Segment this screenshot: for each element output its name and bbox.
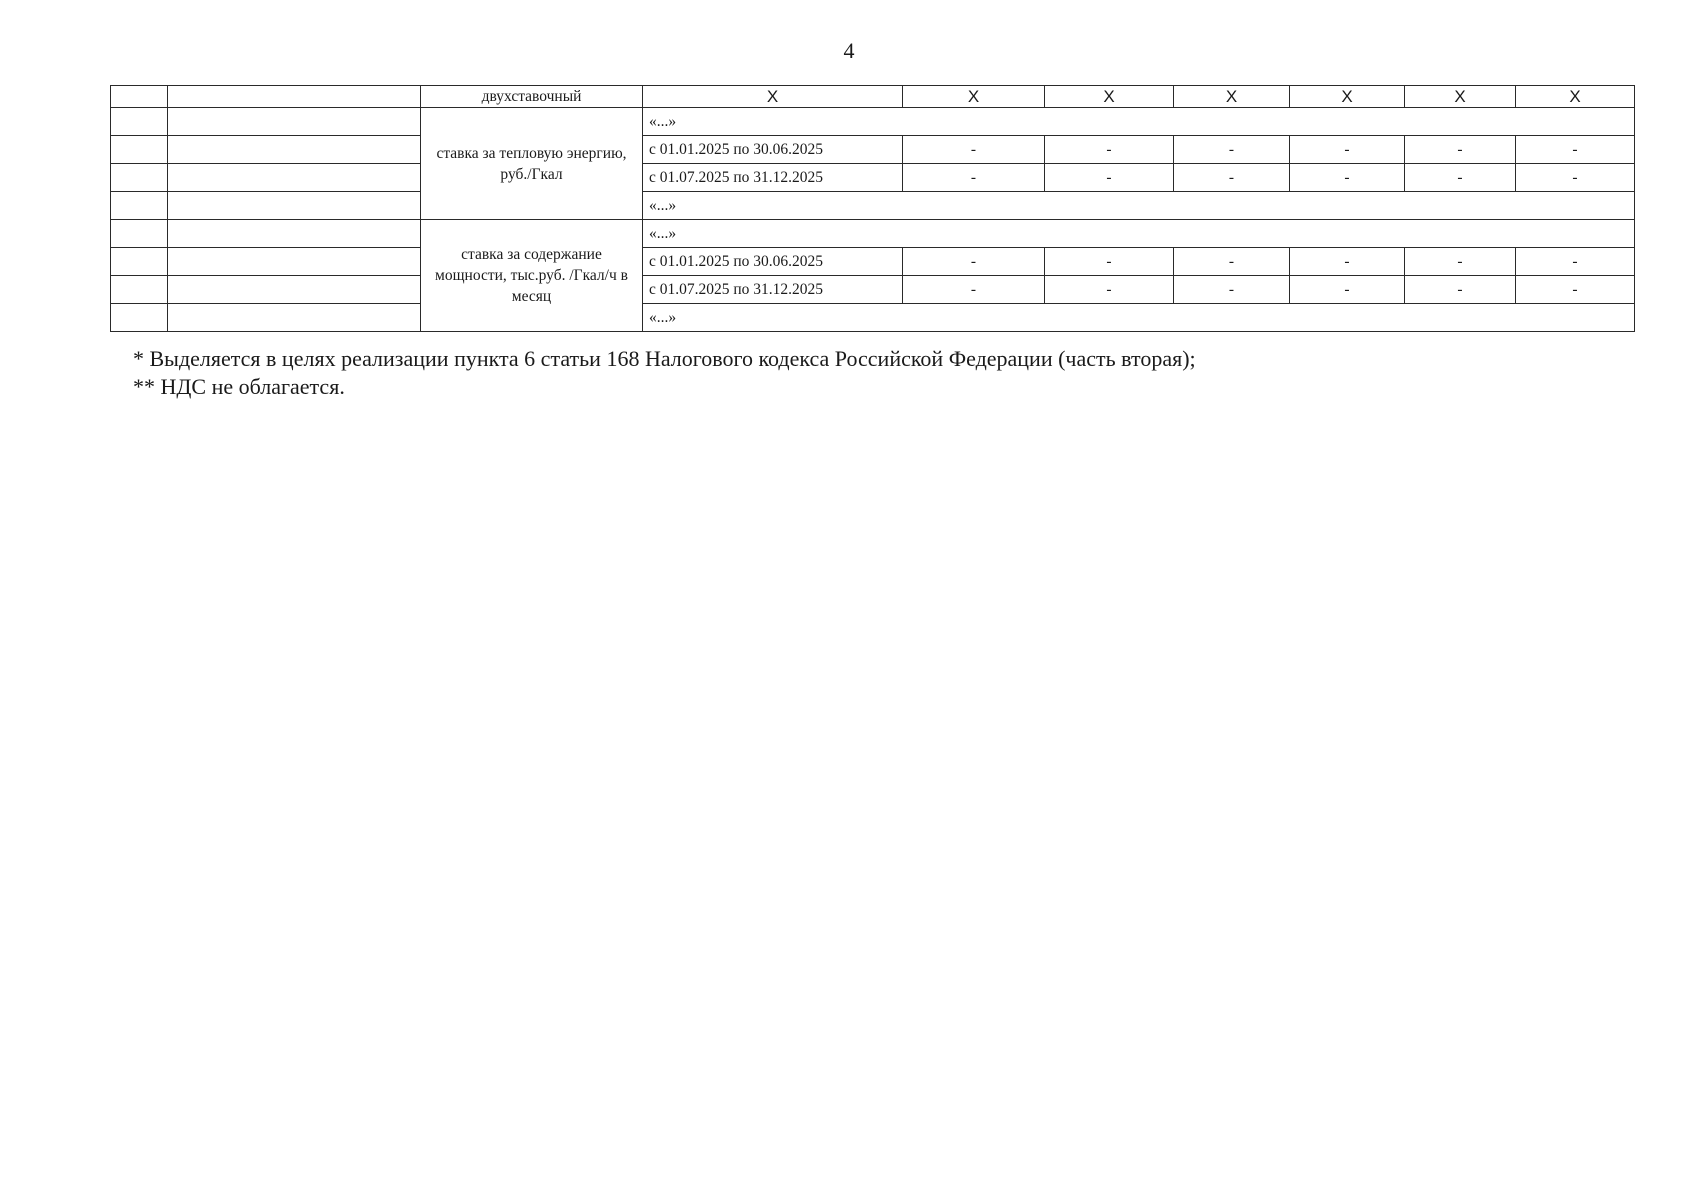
ellipsis-cell: «...» — [643, 220, 1635, 248]
table-row — [111, 192, 1635, 220]
value-cell: - — [1405, 136, 1516, 164]
table-row — [111, 164, 1635, 192]
value-cell: - — [1174, 136, 1290, 164]
page-number: 4 — [843, 38, 855, 63]
value-cell: - — [1290, 136, 1405, 164]
footnotes — [133, 345, 1196, 401]
row-number-cell — [111, 86, 168, 108]
value-cell: - — [903, 136, 1045, 164]
row-number-cell — [111, 248, 168, 276]
value-cell: - — [1045, 164, 1174, 192]
x-mark-cell: X — [1045, 86, 1174, 108]
x-mark-cell: X — [1290, 86, 1405, 108]
value-cell: - — [1290, 164, 1405, 192]
value-cell: - — [1045, 248, 1174, 276]
value-cell: - — [1405, 164, 1516, 192]
rate-label-capacity: ставка за содержание мощности, тыс.руб. /Гкал/ч в месяц — [421, 220, 643, 332]
x-mark-cell: X — [903, 86, 1045, 108]
name-cell — [168, 192, 421, 220]
name-cell — [168, 276, 421, 304]
x-mark-cell: X — [643, 86, 903, 108]
period-cell: с 01.07.2025 по 31.12.2025 — [643, 276, 903, 304]
value-cell: - — [1290, 248, 1405, 276]
value-cell: - — [1516, 136, 1635, 164]
period-cell: с 01.01.2025 по 30.06.2025 — [643, 136, 903, 164]
name-cell — [168, 136, 421, 164]
x-mark-cell: X — [1405, 86, 1516, 108]
table-row — [111, 220, 1635, 248]
value-cell: - — [1045, 136, 1174, 164]
ellipsis-cell: «...» — [643, 192, 1635, 220]
footnote-vat-exempt: ** НДС не облагается. — [133, 374, 345, 399]
name-cell — [168, 248, 421, 276]
value-cell: - — [1045, 276, 1174, 304]
row-number-cell — [111, 108, 168, 136]
name-cell — [168, 220, 421, 248]
tariff-table — [110, 85, 1635, 332]
value-cell: - — [1405, 248, 1516, 276]
ellipsis-cell: «...» — [643, 304, 1635, 332]
value-cell: - — [1516, 164, 1635, 192]
footnote-vat-allocation: * Выделяется в целях реализации пункта 6 статьи 168 Налогового кодекса Российской Федерации (часть вторая); — [133, 346, 1196, 371]
value-cell: - — [1174, 164, 1290, 192]
row-number-cell — [111, 192, 168, 220]
x-mark-cell: X — [1174, 86, 1290, 108]
value-cell: - — [903, 164, 1045, 192]
period-cell: с 01.01.2025 по 30.06.2025 — [643, 248, 903, 276]
value-cell: - — [903, 248, 1045, 276]
row-number-cell — [111, 276, 168, 304]
table-row — [111, 136, 1635, 164]
table-row — [111, 108, 1635, 136]
value-cell: - — [1516, 276, 1635, 304]
row-number-cell — [111, 304, 168, 332]
value-cell: - — [903, 276, 1045, 304]
value-cell: - — [1174, 276, 1290, 304]
rate-label-heat-energy: ставка за тепловую энергию, руб./Гкал — [421, 108, 643, 220]
value-cell: - — [1516, 248, 1635, 276]
period-cell: с 01.07.2025 по 31.12.2025 — [643, 164, 903, 192]
name-cell — [168, 108, 421, 136]
row-number-cell — [111, 136, 168, 164]
value-cell: - — [1290, 276, 1405, 304]
name-cell — [168, 164, 421, 192]
name-cell — [168, 86, 421, 108]
name-cell — [168, 304, 421, 332]
ellipsis-cell: «...» — [643, 108, 1635, 136]
value-cell: - — [1405, 276, 1516, 304]
row-number-cell — [111, 220, 168, 248]
row-number-cell — [111, 164, 168, 192]
x-mark-cell: X — [1516, 86, 1635, 108]
table-row — [111, 248, 1635, 276]
table-row — [111, 86, 1635, 108]
tariff-type-cell: двухставочный — [421, 86, 643, 108]
value-cell: - — [1174, 248, 1290, 276]
table-row — [111, 304, 1635, 332]
table-row — [111, 276, 1635, 304]
